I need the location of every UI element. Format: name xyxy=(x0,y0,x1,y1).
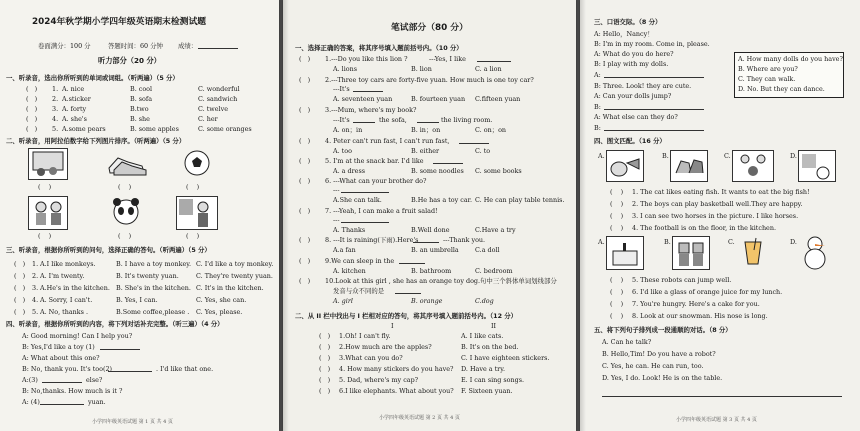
option-c: C. some oranges xyxy=(198,125,252,133)
question-text: 5. I'm at the snack bar. I'd like xyxy=(325,157,424,165)
option-a: A.sticker xyxy=(62,95,91,103)
match-answer: A. I like cats. xyxy=(461,332,504,340)
question-text: --- xyxy=(333,186,340,194)
order-sentence: D. Yes, I do. Look! He is on the table. xyxy=(602,374,723,382)
option-b: B. bathroom xyxy=(411,267,452,275)
match-question: 2.How much are the apples? xyxy=(339,343,432,351)
picture-label: C. xyxy=(724,152,731,160)
picture-snowman xyxy=(798,234,832,270)
picture-kids-playing xyxy=(28,196,68,230)
option-a: A. Thanks xyxy=(333,226,366,234)
option-a: A. seventeen yuan xyxy=(333,95,393,103)
option-b: B. Yes, I can. xyxy=(116,296,158,304)
dialogue-line: B: Yes,I'd like a toy (1) xyxy=(22,343,95,351)
answer-blank[interactable] xyxy=(395,293,421,294)
option-a: A. kitchen xyxy=(333,267,366,275)
option-b: B. lion xyxy=(411,65,432,73)
question-text: 1.---Do you like this lion ? xyxy=(325,55,408,63)
answer-blank[interactable] xyxy=(604,77,704,78)
section-heading: 四、图文匹配。（16 分） xyxy=(594,137,666,145)
picture-label: A. xyxy=(598,152,605,160)
section-heading: 三、口语交际。（8 分） xyxy=(594,18,662,26)
written-part-title: 笔试部分（80 分） xyxy=(391,23,468,33)
picture-football-kitchen xyxy=(798,150,836,182)
question-text: 10.Look at this girl , she has an orange toy dog.句中三个斜体单词划线部分 xyxy=(325,277,557,285)
picture-sneakers xyxy=(106,148,148,178)
question-number: 2. xyxy=(32,272,39,280)
dialogue-line: yuan. xyxy=(88,398,106,406)
dialogue-line: B: I'm in my room. Come in, please. xyxy=(594,40,710,48)
option-item: B. Where are you? xyxy=(738,65,798,73)
order-sentence: C. Yes, he can. He can run, too. xyxy=(602,362,704,370)
exam-page-3: 三、口语交际。（8 分） A: Hello，Nancy！ B: I'm in my room. Come in, please. A: What do you do here? B: I play with my dolls. A: B: Three. Look! they are cute. A: Can your dolls jump? B: A: What else can they do? B: A. How many dolls do you have? B. Where are you? C. They can walk. D. No. But they can dance. 四、图文匹配。（16 分） A. B. C. D. ( ) 1. The cat likes eating fish. It wants to eat the big fish! ( ) 2. The boys can play basketball well.They are happy. ( ) 3. I can see two horses in the picture. I like horses. ( ) 4. The football is on the floor, in the kitchen. A. B. C. D. ( ) 5. These robots can jump well. ( ) 6. I'd like a glass of orange juice for my lunch. ( ) 7. You're hungry. Here's a cake for you. ( ) 8. Look at our snowman. His nose is long. 五、将下列句子排列成一段通顺的对话。（8 分） A. Can he talk? B. Hello,Tim! Do you have a robot? C. Yes, he can. He can run, too. D. Yes, I do. Look! He is on the table. 小学四年级英语试题 第 3 页 共 4 页 xyxy=(580,0,860,431)
question-number: 5. xyxy=(32,308,39,316)
dialogue-line: A: (4) xyxy=(22,398,40,406)
option-b: B. in；on xyxy=(411,126,441,134)
question-text: 9.We can sleep in the xyxy=(325,257,395,265)
page-footer: 小学四年级英语试题 第 1 页 共 4 页 xyxy=(92,419,173,425)
option-c: C. Yes, she can. xyxy=(196,296,247,304)
answer-blank[interactable] xyxy=(353,91,383,92)
option-item: C. They can walk. xyxy=(738,75,796,83)
column-header: I xyxy=(391,322,394,330)
picture-label: A. xyxy=(598,238,605,246)
option-b: B. It's twenty yuan. xyxy=(116,272,179,280)
section-heading: 二、听录音，用阿拉伯数字给下列图片排序。（听两遍）（5 分） xyxy=(6,137,186,145)
picture-panda xyxy=(108,196,144,228)
question-number: 4. xyxy=(32,296,39,304)
picture-label: B. xyxy=(664,238,671,246)
option-b: B. orange xyxy=(411,297,443,305)
answer-blank[interactable] xyxy=(417,122,439,123)
match-answer: F. Sixteen yuan. xyxy=(461,387,513,395)
question-number: 3. xyxy=(32,284,39,292)
match-sentence: 3. I can see two horses in the picture. I like horses. xyxy=(632,212,799,220)
option-b: B. some apples xyxy=(130,125,179,133)
option-a: A. forty xyxy=(62,105,87,113)
match-sentence: 7. You're hungry. Here's a cake for you. xyxy=(632,300,760,308)
page-fold-shadow xyxy=(580,0,586,431)
dialogue-line: B: xyxy=(594,103,601,111)
picture-label: B. xyxy=(662,152,669,160)
option-a: A. Sorry, I can't. xyxy=(40,296,93,304)
option-c: C. her xyxy=(198,115,218,123)
dialogue-line: . I'd like that one. xyxy=(156,365,214,373)
dialogue-line: B: No,thanks. How much is it ? xyxy=(22,387,123,395)
option-a: A.She can talk. xyxy=(333,196,382,204)
dialogue-line: B: Three. Look! they are cute. xyxy=(594,82,692,90)
option-b: B. she xyxy=(130,115,150,123)
option-c: C. some books xyxy=(475,167,522,175)
option-b: B. either xyxy=(411,147,440,155)
option-b: B. I have a toy monkey. xyxy=(116,260,192,268)
page-footer: 小学四年级英语试题 第 3 页 共 4 页 xyxy=(676,417,757,423)
answer-blank[interactable] xyxy=(40,404,84,405)
question-number: 5. xyxy=(52,125,59,133)
question-text: 2.---Three toy cars are forty-five yuan. How much is one toy car? xyxy=(325,76,534,84)
exam-title: 2024年秋学期小学四年级英语期末检测试题 xyxy=(32,17,207,27)
section-heading: 三、听录音，根据你所听到的问句，选择正确的答句。（听两遍）（5 分） xyxy=(6,246,211,254)
option-item: A. How many dolls do you have? xyxy=(738,55,843,63)
question-number: 2. xyxy=(52,95,59,103)
option-b: B. sofa xyxy=(130,95,153,103)
order-sentence: B. Hello,Tim! Do you have a robot? xyxy=(602,350,716,358)
option-c: C.a doll xyxy=(475,246,500,254)
options-box xyxy=(734,52,844,98)
option-c: C. It's in the kitchen. xyxy=(196,284,264,292)
option-a: A.He's in the kitchen. xyxy=(40,284,110,292)
answer-blank[interactable] xyxy=(100,349,140,350)
match-question: 1.Oh! I can't fly. xyxy=(339,332,391,340)
match-sentence: 1. The cat likes eating fish. It wants to eat the big fish! xyxy=(632,188,810,196)
dialogue-line: A:(3) xyxy=(22,376,38,384)
question-number: 1. xyxy=(32,260,39,268)
dialogue-line: B: No, thank you. It's too(2) xyxy=(22,365,113,373)
match-sentence: 6. I'd like a glass of orange juice for my lunch. xyxy=(632,288,783,296)
order-bracket[interactable]: ( ) xyxy=(118,183,132,191)
match-sentence: 2. The boys can play basketball well.They are happy. xyxy=(632,200,803,208)
score-blank[interactable] xyxy=(198,48,238,49)
option-c: C. on；on xyxy=(475,126,507,134)
option-b: B. fourteen yuan xyxy=(411,95,466,103)
option-a: A. lions xyxy=(333,65,358,73)
order-sentence: A. Can he talk? xyxy=(602,338,652,346)
match-sentence: 4. The football is on the floor, in the kitchen. xyxy=(632,224,776,232)
exam-time: 答题时间：60 分钟 xyxy=(108,42,163,50)
answer-blank[interactable] xyxy=(353,122,375,123)
dialogue-line: B: I play with my dolls. xyxy=(594,60,669,68)
option-c: C. twelve xyxy=(198,105,228,113)
match-answer: D. Have a try. xyxy=(461,365,506,373)
exam-page-2: 笔试部分（80 分） 一、选择正确的答案，将其序号填入题前括号内。（10 分） ( ) 1.---Do you like this lion ? ---Yes, I like A. lions B. lion C. a lion ( ) 2.---Three toy cars are forty-five yuan. How much is one toy car? ---It's A. seventeen yuan B. fourteen yuan C.fifteen yuan ( ) 3.---Mum, where's my book? ---It's the sofa, the living room. A. on；in B. in；on C. on；on ( ) 4. Peter can't run fast, I can't run fast, A. too B. either C. to ( ) 5. I'm at the snack bar. I'd like A. a dress B. some noodles C. some books ( ) 6. ---What can your brother do? --- A.She can talk. B.He has a toy car. C. He can play table tennis. ( ) 7. ---Yeah, I can make a fruit salad! --- A. Thanks B.Well done C.Have a try ( ) 8. ---It is raining(下雨).Here's ---Thank you. A.a fan B. an umbrella C.a doll ( ) 9.We can sleep in the A. kitchen B. bathroom C. bedroom ( ) 10.Look at this girl , she has an orange toy dog.句中三个斜体单词划线部分 发音与众不同的是 A. girl B. orange C.dog 二、从 II 栏中找出与 I 栏相对应的答句，将其序号填入题前括号内。（12 分） I II ( ) 1.Oh! I can't fly. A. I like cats. ( ) 2.How much are the apples? B. It's on the bed. ( ) 3.What can you do? C. I have eighteen stickers. ( ) 4. How many stickers do you have? D. Have a try. ( ) 5. Dad, where's my cap? E. I can sing songs. ( ) 6.I like elephants. What about you? F. Sixteen yuan. 小学四年级英语试题 第 2 页 共 4 页 xyxy=(283,0,576,431)
column-header: II xyxy=(491,322,497,330)
option-b: B.He has a toy car. xyxy=(411,196,473,204)
question-text: 7. ---Yeah, I can make a fruit salad! xyxy=(325,207,438,215)
option-c: C. I'd like a toy monkey. xyxy=(196,260,274,268)
option-a: A. on；in xyxy=(333,126,363,134)
answer-blank[interactable] xyxy=(42,382,82,383)
question-text: ---It's xyxy=(333,85,350,93)
page-footer: 小学四年级英语试题 第 2 页 共 4 页 xyxy=(379,415,460,421)
listening-title: 听力部分（20 分） xyxy=(98,56,161,65)
option-c: C. to xyxy=(475,147,491,155)
dialogue-line: A: xyxy=(594,71,601,79)
option-c: C.dog xyxy=(475,297,494,305)
option-c: C. They're twenty yuan. xyxy=(196,272,273,280)
dialogue-line: A: What about this one? xyxy=(22,354,100,362)
match-question: 5. Dad, where's my cap? xyxy=(339,376,419,384)
option-a: A.some pears xyxy=(62,125,106,133)
picture-cat-fish xyxy=(606,150,644,182)
page-fold-shadow xyxy=(283,0,289,431)
order-bracket[interactable]: ( ) xyxy=(186,232,200,240)
question-text: 8. ---It is raining(下雨).Here's xyxy=(325,236,419,244)
picture-cake xyxy=(606,236,644,270)
option-b: B.two xyxy=(130,105,149,113)
option-c: C. wonderful xyxy=(198,85,240,93)
dialogue-line: B: xyxy=(594,124,601,132)
answer-blank[interactable] xyxy=(477,61,511,62)
picture-football xyxy=(182,148,212,178)
option-a: A.a fan xyxy=(333,246,356,254)
dialogue-line: A: What do you do here? xyxy=(594,50,674,58)
answer-blank[interactable] xyxy=(341,222,389,223)
match-question: 6.I like elephants. What about you? xyxy=(339,387,454,395)
option-c: C. Yes, please. xyxy=(196,308,243,316)
answer-blank[interactable] xyxy=(602,396,842,397)
option-c: C. bedroom xyxy=(475,267,513,275)
match-answer: C. I have eighteen stickers. xyxy=(461,354,550,362)
option-b: B. cool xyxy=(130,85,153,93)
section-heading: 五、将下列句子排列成一段通顺的对话。（8 分） xyxy=(594,326,732,334)
option-a: A. No, thanks . xyxy=(40,308,89,316)
picture-family-tv xyxy=(28,148,68,180)
section-heading: 一、听录音，选出你所听到的单词或词组。（听两遍）（5 分） xyxy=(6,74,179,82)
match-question: 3.What can you do? xyxy=(339,354,403,362)
picture-boys-basketball xyxy=(732,150,774,182)
section-heading: 一、选择正确的答案，将其序号填入题前括号内。（10 分） xyxy=(295,44,463,52)
answer-blank[interactable] xyxy=(413,242,439,243)
option-a: A. a dress xyxy=(333,167,366,175)
picture-robots xyxy=(672,236,710,270)
answer-blank[interactable] xyxy=(433,163,463,164)
answer-blank[interactable] xyxy=(604,109,704,110)
picture-horses xyxy=(670,150,708,182)
question-number: 1. xyxy=(52,85,59,93)
picture-orange-juice xyxy=(736,236,770,268)
dialogue-line: A: What else can they do? xyxy=(594,113,678,121)
option-b: B.Well done xyxy=(411,226,450,234)
answer-blank[interactable] xyxy=(108,371,152,372)
option-c: C. a lion xyxy=(475,65,502,73)
option-b: B.Some coffee,please . xyxy=(116,308,190,316)
answer-blank[interactable] xyxy=(459,143,489,144)
picture-label: C. xyxy=(728,238,735,246)
order-bracket[interactable]: ( ) xyxy=(38,232,52,240)
option-a: A. nice xyxy=(62,85,85,93)
question-text: 4. Peter can't run fast, I can't run fast, xyxy=(325,137,450,145)
answer-blank[interactable] xyxy=(341,192,389,193)
question-text: 6. ---What can your brother do? xyxy=(325,177,427,185)
option-a: A.I like monkeys. xyxy=(40,260,96,268)
dialogue-line: A: Hello，Nancy！ xyxy=(594,30,654,38)
order-bracket[interactable]: ( ) xyxy=(186,183,200,191)
match-answer: E. I can sing songs. xyxy=(461,376,525,384)
dialogue-line: A: Good morning! Can I help you? xyxy=(22,332,133,340)
option-b: B. She's in the kitchen. xyxy=(116,284,191,292)
match-question: 4. How many stickers do you have? xyxy=(339,365,454,373)
question-text: ---Thank you. xyxy=(443,236,486,244)
question-text: 发音与众不同的是 xyxy=(333,287,385,295)
order-bracket[interactable]: ( ) xyxy=(38,183,52,191)
dialogue-line: A: Can your dolls jump? xyxy=(594,92,672,100)
exam-page-1: 2024年秋学期小学四年级英语期末检测试题 卷面满分：100 分 答题时间：60 分钟 成绩： 听力部分（20 分） 一、听录音，选出你所听到的单词或词组。（听两遍）（5 分） ( ) 1. A. nice B. cool C. wonderful ( ) 2. A.sticker B. sofa C. sandwich ( ) 3. A. forty B.two C. twelve ( ) 4. A. she's B. she C. her ( ) 5. A.some pears B. some apples C. some oranges 二、听录音，用阿拉伯数字给下列图片排序。（听两遍）（5 分） ( ) ( ) ( ) ( ) ( ) ( ) 三、听录音，根据你所听到的问句，选择正确的答句。（听两遍）（5 分） ( ) 1. A.I like monkeys. B. I have a toy monkey. C. I'd like a toy monkey. ( ) 2. A. I'm twenty. B. It's twenty yuan. C. They're twenty yuan. ( ) 3. A.He's in the kitchen. B. She's in the kitchen. C. It's in the kitchen. ( ) 4. A. Sorry, I can't. B. Yes, I can. C. Yes, she can. ( ) 5. A. No, thanks . B.Some coffee,please . C. Yes, please. 四、听录音，根据你所听到的内容，将下列对话补充完整。（听三遍）（4 分） A: Good morning! Can I help you? B: Yes,I'd like a toy (1) A: What about this one? B: No, thank you. It's too(2) . I'd like that one. A:(3) else? B: No,thanks. How much is it ? A: (4) yuan. 小学四年级英语试题 第 1 页 共 4 页 xyxy=(0,0,279,431)
question-number: 3. xyxy=(52,105,59,113)
dialogue-line: else? xyxy=(86,376,103,384)
question-text: ---Yes, I like xyxy=(429,55,466,63)
option-c: C.Have a try xyxy=(475,226,516,234)
option-c: C. He can play table tennis. xyxy=(475,196,565,204)
question-number: 4. xyxy=(52,115,59,123)
option-b: B. an umbrella xyxy=(411,246,459,254)
match-sentence: 5. These robots can jump well. xyxy=(632,276,732,284)
option-c: C. sandwich xyxy=(198,95,238,103)
option-a: A. girl xyxy=(333,297,353,305)
answer-blank[interactable] xyxy=(604,130,704,131)
question-text: ---It's xyxy=(333,116,350,124)
full-score: 卷面满分：100 分 xyxy=(38,42,91,50)
question-text: the living room. xyxy=(441,116,493,124)
picture-label: D. xyxy=(790,152,797,160)
order-bracket[interactable]: ( ) xyxy=(118,232,132,240)
option-c: C.fifteen yuan xyxy=(475,95,521,103)
answer-blank[interactable] xyxy=(399,263,425,264)
picture-label: D. xyxy=(790,238,797,246)
score-label: 成绩： xyxy=(178,42,198,50)
section-heading: 二、从 II 栏中找出与 I 栏相对应的答句，将其序号填入题前括号内。（12 分） xyxy=(295,312,518,320)
picture-kitchen-scene xyxy=(176,196,218,230)
option-a: A. she's xyxy=(62,115,87,123)
match-sentence: 8. Look at our snowman. His nose is long. xyxy=(632,312,768,320)
question-text: 3.---Mum, where's my book? xyxy=(325,106,417,114)
option-b: B. some noodles xyxy=(411,167,464,175)
section-heading: 四、听录音，根据你所听到的内容，将下列对话补充完整。（听三遍）（4 分） xyxy=(6,320,224,328)
question-text: --- xyxy=(333,216,340,224)
match-answer: B. It's on the bed. xyxy=(461,343,519,351)
option-item: D. No. But they can dance. xyxy=(738,85,825,93)
option-a: A. I'm twenty. xyxy=(40,272,85,280)
question-text: the sofa, xyxy=(379,116,407,124)
option-a: A. too xyxy=(333,147,352,155)
